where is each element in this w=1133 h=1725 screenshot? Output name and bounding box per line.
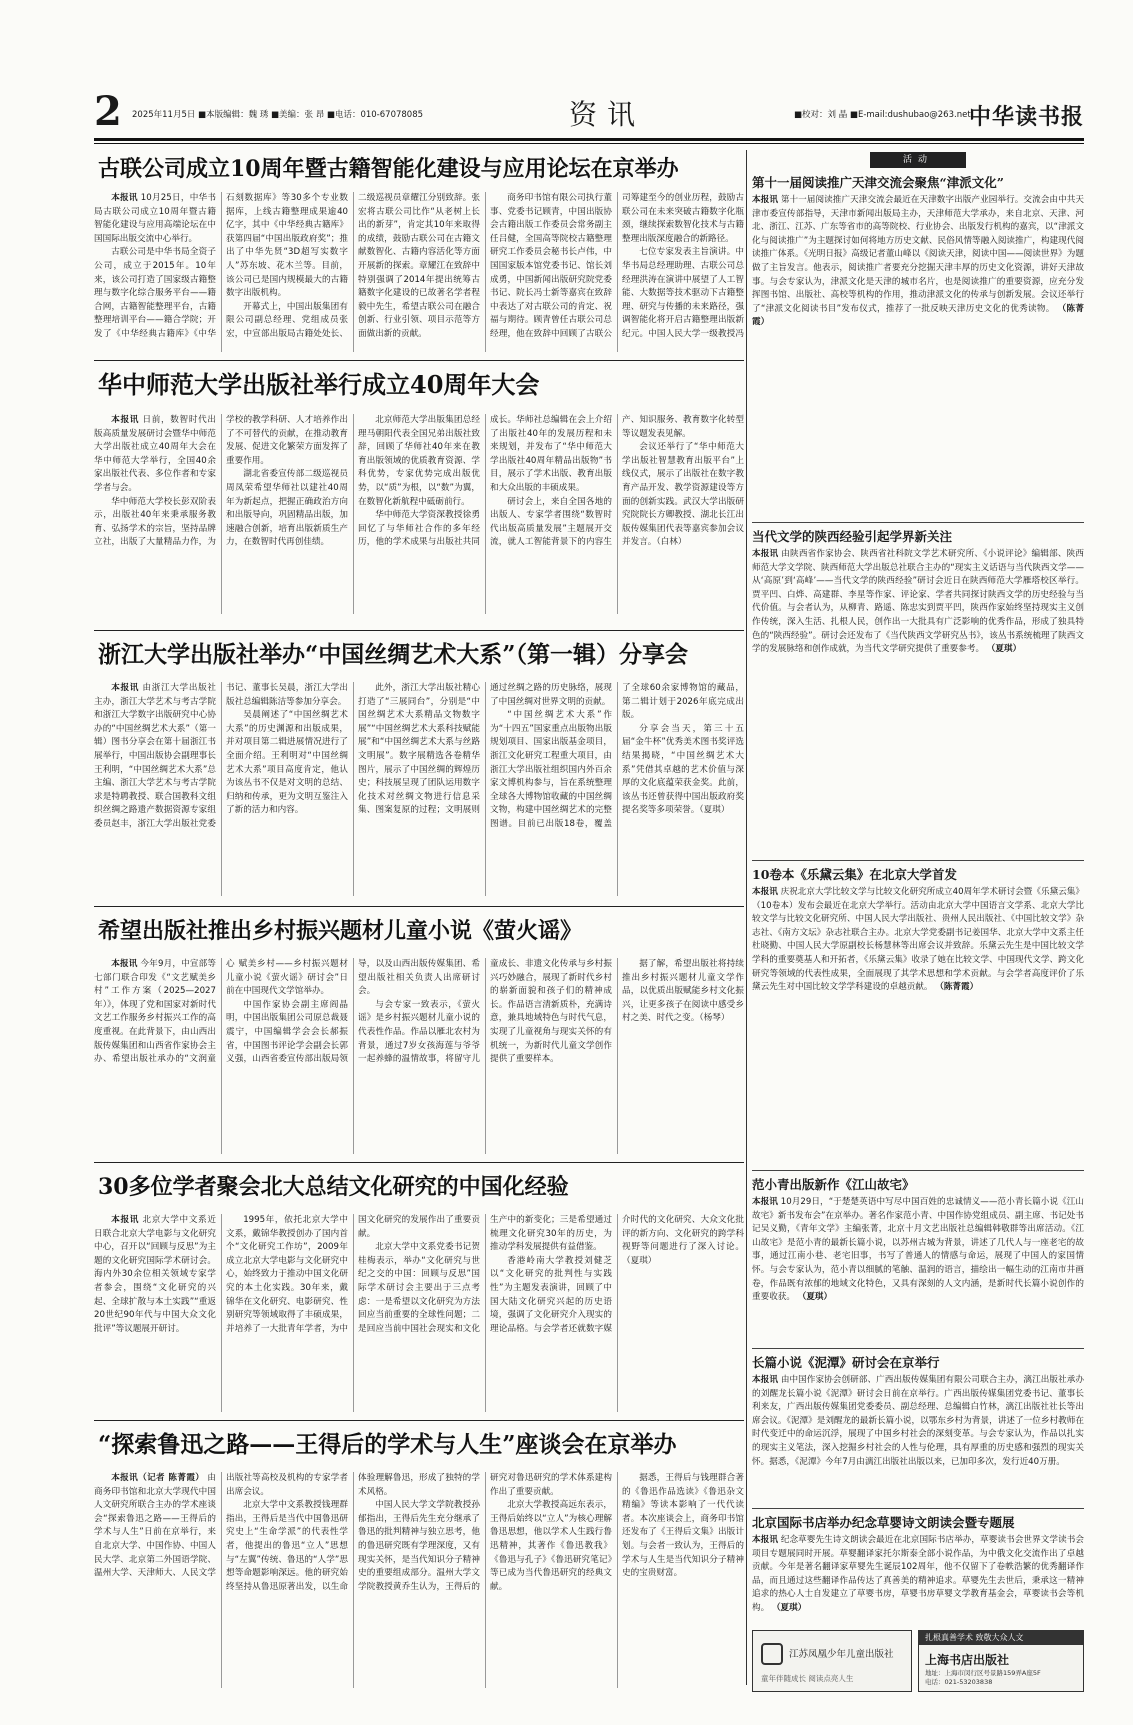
publisher-ad[interactable] — [918, 1630, 1084, 1692]
sidebar-article — [752, 866, 1084, 1166]
sidebar-paragraph: 由中国作家协会创研部、广西出版传媒集团有限公司联合主办，漓江出版社承办的刘醒龙长篇小说《泥潭》研讨会日前在京举行。广西出版传媒集团党委书记、董事长利来友，广西出版传媒集团党委委员、副总经理、总编辑白竹林，漓江出版社社长等出席会议。《泥潭》是刘醒龙的最新长篇小说，以鄂东乡村为背景，讲述了一位乡村教师在时代变迁中的命运沉浮，展现了中国乡村社会的深刻变革。与会专家认为，作品以扎实的现实主义笔法，深入挖掘乡村社会的人性与伦理，具有厚重的历史感和强烈的现实关怀。据悉，《泥潭》今年7月由漓江出版社出版以来，已加印多次，发行近40万册。 — [752, 1375, 1084, 1467]
sidebar-paragraph: 庆祝北京大学比较文学与比较文化研究所成立40周年学术研讨会暨《乐黛云集》（10卷本）发布会最近在北京大学举行。活动由北京大学中国语言文学系、北京大学比较文学与比较文化研究所、中国人民大学出版社、贵州人民出版社、《中国比较文学》杂志社、《南方文坛》杂志社联合主办。北京大学党委副书记姜国华、北京大学中文系主任杜晓勤、中国人民大学原副校长杨慧林等出席会议并致辞。乐黛云先生是中国比较文学学科的重要奠基人和开拓者，《乐黛云集》收录了她在比较文学、中国现代文学、跨文化研究等领域的代表性成果，全面展现了其学术思想和学术贡献。与会学者高度评价了乐黛云先生对中国比较文学学科建设的卓越贡献。 — [752, 887, 1084, 993]
article-silk — [94, 636, 744, 902]
masthead-rule — [94, 138, 1084, 141]
sidebar-lead: 本报讯 — [752, 549, 779, 559]
sidebar-lead: 本报讯 — [752, 887, 778, 897]
newspaper-brand-logo: 中华读书报 — [968, 104, 1084, 130]
publisher-ad[interactable] — [752, 1630, 912, 1692]
main-column — [94, 152, 744, 1692]
article-body — [94, 414, 744, 614]
article-paragraph: 研讨会上，来自全国各地的出版人、专家学者围绕“数智时代出版高质量发展”主题展开交流，就人工智能背景下的内容生产、知识服务、教育数字化转型等议题发表见解。 — [490, 415, 744, 548]
article-paragraph: 10月25日，中华书局古联公司成立10周年暨古籍智能化建设与应用高端论坛在中国国际出版交流中心举行。 — [94, 193, 216, 244]
sidebar-headline: 范小青出版新作《江山故宅》 — [752, 1177, 915, 1192]
masthead — [94, 88, 1084, 140]
article-body — [94, 192, 744, 352]
sidebar-divider — [752, 860, 1084, 861]
ad-slogan: 童年伴随成长 阅读点亮人生 — [761, 1674, 854, 1683]
article-paragraph: 华中师范大学校长彭双阶表示，出版社40年来秉承服务教育、弘扬学术的宗旨，坚持品牌立社，出版了大量精品力作，为学校的教学科研、人才培养作出了不可替代的贡献，在推动教育发展、促进文化繁荣方面发挥了重要作用。 — [94, 415, 348, 548]
article-paragraph: 吴晨阐述了“中国丝绸艺术大系”的历史渊源和出版成果，并对项目第二辑进展情况进行了全面介绍。王利明对“中国丝绸艺术大系”项目高度肯定，他认为该丛书不仅是对文明的总结、归纳和传承，更为文明互鉴注入了新的活力和内容。 — [226, 710, 348, 816]
article-paragraph: 开幕式上，中国出版集团有限公司副总经理、党组成员张宏，中宣部出版局古籍处处长、二级巡视员章耀江分别致辞。张宏将古联公司比作“从老树上长出的新芽”，肯定其10年来取得的成绩，鼓励古联公司在古籍文献数智化、古籍内容活化等方面开展新的探索。章耀江在致辞中特别强调了2014年提出统筹古籍数字化建设的已故著名学者程毅中先生，希望古联公司在融合创新、行业引领、项目示范等方面做出新的贡献。 — [226, 193, 480, 339]
article-paragraph: 中国人民大学文学院教授孙郁指出，王得后先生充分继承了鲁迅的批判精神与独立思考，他的鲁迅研究既有学理深度，又有现实关怀，是当代知识分子精神史的重要组成部分。温州大学文学院教授黄乔生认为，王得后的研究对鲁迅研究的学术体系建构作出了重要贡献。 — [358, 1473, 612, 1592]
article-paragraph: 由商务印书馆和北京大学现代中国人文研究所联合主办的学术座谈会“探索鲁迅之路——王得后的学术与人生”日前在京举行，来自北京大学、中国作协、中国人民大学、北京第二外国语学院、温州大学、天津师大、人民文学出版社等高校及机构的专家学者出席会议。 — [94, 1473, 348, 1579]
sidebar-paragraph: 由陕西省作家协会、陕西省社科院文学艺术研究所、《小说评论》编辑部、陕西师范大学文学院、陕西师范大学出版总社联合主办的“现实主义话语与当代陕西文学——从‘高原’到‘高峰’——当代文学的陕西经验”研讨会近日在陕西师范大学雁塔校区举行。贾平凹、白烨、高建群、李星等作家、评论家、学者共同探讨陕西文学的历史经验与当代价值。与会者认为，从柳青、路遥、陈忠实到贾平凹，陕西作家始终坚持现实主义创作传统，深入生活、扎根人民，创作出一大批具有广泛影响的优秀作品，形成了独具特色的“陕西经验”。研讨会还发布了《当代陕西文学研究丛书》，该丛书系统梳理了陕西文学的发展脉络和创作成就，为当代文学研究提供了重要参考。 — [752, 549, 1084, 655]
ad-slogan-band: 扎根真善学术 致敬大众人文 — [919, 1631, 1083, 1645]
article-paragraph: 古联公司是中华书局全资子公司，成立于2015年。10年来，该公司打造了国家级古籍整理与数字化综合服务平台——籍合网，古籍智能整理平台，古籍整理培训平台——籍合学院；开发了《中华经典古籍库》《中华石刻数据库》等30多个专业数据库，上线古籍整理成果逾40亿字，其中《中华经典古籍库》获第四届“中国出版政府奖”；推出了中华先贤“3D超写实数字人”苏东坡、花木兰等。目前，该公司已是国内规模最大的古籍数字出版机构。 — [94, 193, 348, 339]
article-culture-studies — [94, 1168, 744, 1416]
article-body — [94, 958, 744, 1154]
section-title: 资讯 — [569, 98, 646, 131]
article-lead: 本报讯 — [111, 683, 140, 693]
sidebar-divider — [752, 1508, 1084, 1509]
section-tag: 活动 — [870, 152, 966, 168]
article-firefly — [94, 912, 744, 1158]
article-paragraph: 日前，数智时代出版高质量发展研讨会暨华中师范大学出版社成立40周年大会在华中师范大学举行，全国40余家出版社代表、多位作者和专家学者与会。 — [94, 415, 216, 493]
edition-meta: 2025年11月5日 ■本版编辑：魏 琇 ■美编：张 昂 ■电话：010-67078085 — [132, 110, 424, 120]
article-paragraph: 湖北省委宣传部二级巡视员周凤荣希望华师社以建社40周年为新起点，把握正确政治方向和出版导向，巩固精品出版，加速融合创新，培育出版新质生产力，在数智时代再创佳绩。 — [226, 469, 348, 548]
sidebar-body — [752, 1534, 1084, 1622]
sidebar-lead: 本报讯 — [752, 195, 778, 205]
sidebar-paragraph: 10月29日，“于楚楚英语中写尽中国百姓的忠诚情义——范小青长篇小说《江山故宅》新书发布会”在京举办。著名作家范小青、中国作协党组成员、副主席、书记处书记吴义勤，《青年文学》主编张菁，北京十月文艺出版社总编辑韩敬群等出席活动。《江山故宅》是范小青的最新长篇小说，以苏州古城为背景，讲述了几代人与一座老宅的故事，通过江南小巷、老宅旧事，书写了普通人的情感与命运，展现了中国人的家国情怀。与会专家认为，范小青以细腻的笔触、温润的语言，描绘出一幅生动的江南市井画卷，作品既有浓郁的地域文化特色，又具有深刻的人文内涵，是新时代长篇小说创作的重要收获。 — [752, 1197, 1084, 1303]
publisher-logo-icon — [761, 1643, 783, 1665]
article-headline: 古联公司成立10周年暨古籍智能化建设与应用论坛在京举办 — [98, 156, 679, 182]
article-paragraph: 香港岭南大学教授刘健芝以“文化研究的批判性与实践性”为主题发表演讲，回顾了中国大陆文化研究兴起的历史语境，强调了文化研究介入现实的理论品格。与会学者还就数字媒介时代的文化研究、大众文化批评的新方向、文化研究的跨学科视野等问题进行了深入讨论。（夏琪） — [490, 1215, 744, 1334]
sidebar-divider — [752, 522, 1084, 523]
sidebar-headline: 当代文学的陕西经验引起学界新关注 — [752, 529, 953, 544]
sidebar-credit: （夏琪） — [797, 1292, 833, 1303]
masthead-rule-thin — [94, 143, 1084, 144]
ad-publisher-name: 上海书店出版社 — [925, 1653, 1010, 1667]
sidebar-headline: 第十一届阅读推广天津交流会聚焦“津派文化” — [752, 175, 1004, 190]
article-paragraph: 北京师范大学出版集团总经理马朝阳代表全国兄弟出版社致辞，回顾了华师社40年来在教育出版领域的优质教育资源、学科优势，专家优势完成出版优势，以“质”为根，以“数”为翼，在数智化新航程中砥砺前行。 — [358, 415, 480, 507]
ad-address — [925, 1669, 1041, 1687]
sidebar-divider — [752, 1170, 1084, 1171]
article-lead: 本报讯 — [111, 959, 138, 969]
article-paragraph: 七位专家发表主旨演讲。中华书局总经理助理、古联公司总经理洪涛在演讲中展望了人工智能、大数据等技术驱动下古籍整理、研究与传播的未来路径，强调智能化将开启古籍整理出版新纪元。中国人民大学一级教授冯 — [622, 247, 744, 339]
sidebar-article — [752, 1176, 1084, 1344]
sidebar-paragraph: 纪念草婴先生诗文朗读会最近在北京国际书店举办，草婴读书会世界文学读书会项目专题展同时开展。草婴翻译家托尔斯泰全部小说作品，为中俄文化交流作出了卓越贡献。今年是著名翻译家草婴先生诞辰102周年，他不仅留下了卷帙浩繁的优秀翻译作品，而且通过这些翻译作品传达了真善美的精神追求。草婴先生去世后，秉承这一精神追求的热心人士自发建立了草婴书房，草婴书房草婴文学教育基金会，草婴读书会等机构。 — [752, 1535, 1084, 1613]
sidebar-body — [752, 1374, 1084, 1502]
contact-meta: ■校对：刘 晶 ■E-mail:dushubao@263.net — [794, 110, 971, 120]
article-headline: 浙江大学出版社举办“中国丝绸艺术大系”（第一辑）分享会 — [98, 641, 688, 668]
article-lead: 本报讯（记者 陈菁霞） — [111, 1473, 205, 1483]
article-paragraph: 据悉，王得后与钱理群合著的《鲁迅作品选读》《鲁迅杂文精编》等读本影响了一代代读者。本次座谈会上，商务印书馆还发布了《王得后文集》出版计划。与会者一致认为，王得后的学术与人生是当代知识分子精神史的宝贵财富。 — [622, 1473, 744, 1579]
sidebar-article — [752, 1514, 1084, 1624]
sidebar-headline: 10卷本《乐黛云集》在北京大学首发 — [752, 867, 957, 882]
article-paragraph: 会议还举行了“华中师范大学出版社智慧教育出版平台”上线仪式，展示了出版社在数字教育产品开发、教学资源建设等方面的创新实践。武汉大学出版研究院院长方卿教授、湖北长江出版传媒集团代表等嘉宾参加会议并发言。（白林） — [622, 442, 744, 548]
article-paragraph: 由浙江大学出版社主办，浙江大学艺术与考古学院和浙江大学数字出版研究中心协办的“中国丝绸艺术大系”（第一辑）图书分享会在第十届浙江书展举行，中国出版协会副理事长王利明，“中国丝绸艺术大系”总主编、浙江大学艺术与考古学院求是特聘教授、联合国教科文组织丝绸之路遗产数据资源专家组委员赵丰，浙江大学出版社党委书记、董事长吴晨，浙江大学出版社总编辑陈洁等参加分享会。 — [94, 683, 348, 829]
article-lead: 本报讯 — [111, 1215, 140, 1225]
article-paragraph: 分享会当天，第三十五届“金牛杯”优秀美术图书奖评选结果揭晓，“中国丝绸艺术大系”凭借其卓越的艺术价值与深厚的文化底蕴荣获金奖。此前，该丛书还曾获得中国出版政府奖提名奖等多项荣誉。（夏琪） — [622, 723, 744, 816]
article-divider — [94, 360, 744, 361]
article-paragraph: 北京大学中文系教授钱理群指出，王得后是当代中国鲁迅研究史上“生命学派”的代表性学者，他提出的鲁迅“立人”思想与“左翼”传统、鲁迅的“人学”思想等命题影响深远。他的研究始终坚持从鲁迅原著出发，以生命体验理解鲁迅，形成了独特的学术风格。 — [226, 1473, 480, 1592]
article-paragraph: 此外，浙江大学出版社精心打造了“三展同台”，分别是“中国丝绸艺术大系精品文物数字展”“中国丝绸艺术大系科技赋能展”和“中国丝绸艺术大系与丝路文明展”。数字展精选各卷精华图片，展示了中国丝绸的辉煌历史；科技展呈现了团队运用数字化技术对丝绸文物进行信息采集、图案复原的过程；文明展则通过丝绸之路的历史脉络，展现了中国丝绸对世界文明的贡献。 — [358, 683, 612, 816]
sidebar-article — [752, 174, 1084, 518]
article-body — [94, 1472, 744, 1688]
sidebar-headline: 长篇小说《泥潭》研讨会在京举行 — [752, 1355, 940, 1370]
column-divider — [746, 150, 747, 1685]
article-guji — [94, 152, 744, 352]
article-paragraph: 据了解，希望出版社将持续推出乡村振兴题材儿童文学作品，以优质出版赋能乡村文化振兴，让更多孩子在阅读中感受乡村之美、时代之变。（杨琴） — [622, 959, 744, 1024]
sidebar-body — [752, 1196, 1084, 1342]
sidebar-paragraph: 第十一届阅读推广天津交流会最近在天津数字出版产业园举行。交流会由中共天津市委宣传部指导，天津市新闻出版局主办，天津师范大学承办，来自北京、天津、河北、浙江、江苏、广东等省市的高等院校、行业协会、出版发行机构的嘉宾，以“津派文化与阅读推广”为主题探讨如何将地方历史文献、民俗风情等融入阅读推广，构建现代阅读推广体系。《光明日报》高级记者董山峰以《阅读天津，阅读中国——阅读世界》为题做了主旨发言。他表示，阅读推广者要充分挖掘天津丰厚的历史文化资源，讲好天津故事。与会专家认为，津派文化是天津的城市名片，也是阅读推广的重要资源，应充分发挥图书馆、出版社、高校等机构的作用，推动津派文化的传承与创新发展。会议还举行了“津派文化阅读书目”发布仪式，推荐了一批反映天津历史文化的优秀读物。 — [752, 195, 1084, 314]
article-paragraph: 北京大学教授高远东表示，王得后始终以“立人”为核心理解鲁迅思想，他以学术人生践行鲁迅精神，其著作《鲁迅教我》《鲁迅与孔子》《鲁迅研究笔记》等已成为当代鲁迅研究的经典文献。 — [490, 1500, 612, 1592]
article-headline: 30多位学者聚会北大总结文化研究的中国化经验 — [98, 1174, 569, 1200]
article-divider — [94, 1420, 744, 1421]
sidebar-divider — [752, 1348, 1084, 1349]
article-divider — [94, 906, 744, 907]
article-paragraph: 1995年，依托北京大学中文系，戴锦华教授创办了国内首个“文化研究工作坊”，2009年成立北京大学电影与文化研究中心，始终致力于推动中国文化研究的本土化实践。30年来，戴锦华在文化研究、电影研究、性别研究等领域取得了丰硕成果，并培养了一大批青年学者，为中国文化研究的发展作出了重要贡献。 — [226, 1215, 480, 1334]
article-headline: “探索鲁迅之路——王得后的学术与人生”座谈会在京举办 — [98, 1431, 677, 1458]
page-number: 2 — [94, 88, 122, 135]
article-paragraph: 商务印书馆有限公司执行董事、党委书记顾青，中国出版协会古籍出版工作委员会常务副主任吕健，全国高等院校古籍整理研究工作委员会秘书长卢伟，中国国家版本馆党委书记、馆长刘成勇，中国新闻出版研究院党委书记、院长冯士新等嘉宾在致辞中表达了对古联公司的肯定、祝福与期待。顾青曾任古联公司总经理，他在致辞中回顾了古联公司筹建至今的创业历程，鼓励古联公司在未来突破古籍数字化瓶颈，继续探索数智化技术与古籍整理出版深度融合的新路径。 — [490, 193, 744, 339]
sidebar-lead: 本报讯 — [752, 1375, 778, 1385]
ad-phone-line: 电话：021-53203838 — [925, 1678, 993, 1686]
ad-publisher-name: 江苏凤凰少年儿童出版社 — [789, 1649, 894, 1660]
article-paragraph: 北京大学中文系党委书记贺桂梅表示，举办“文化研究与世纪之交的中国：回顾与反思”国际学术研讨会主要出于三点考虑：一是希望以文化研究为方法回应当前重要的全球性问题；二是回应当前中国社会现实和文化生产中的新变化；三是希望通过梳理文化研究30年的历史，为推动学科发展提供有益借鉴。 — [358, 1215, 612, 1334]
article-headline: 华中师范大学出版社举行成立40周年大会 — [98, 370, 540, 399]
sidebar-headline: 北京国际书店举办纪念草婴诗文朗读会暨专题展 — [752, 1515, 1015, 1530]
article-body — [94, 682, 744, 896]
sidebar-lead: 本报讯 — [752, 1197, 778, 1207]
sidebar-body — [752, 194, 1084, 516]
sidebar-credit: （夏琪） — [771, 1602, 807, 1613]
article-divider — [94, 1162, 744, 1163]
sidebar — [752, 152, 1084, 1692]
article-paragraph: 北京大学中文系近日联合北京大学电影与文化研究中心，召开以“回顾与反思”为主题的文化研究国际学术研讨会。海内外30余位相关领域专家学者参会，围绕“文化研究的兴起、全球扩散与本土实践”“重返20世纪90年代与中国大众文化批评”等议题展开研讨。 — [94, 1215, 216, 1334]
article-headline: 希望出版社推出乡村振兴题材儿童小说《萤火谣》 — [98, 918, 583, 944]
sidebar-article — [752, 1354, 1084, 1504]
sidebar-body — [752, 886, 1084, 1164]
article-body — [94, 1214, 744, 1412]
sidebar-lead: 本报讯 — [752, 1535, 778, 1545]
sidebar-credit: （夏琪） — [986, 644, 1022, 655]
sidebar-credit: （陈菁霞） — [752, 303, 1084, 328]
article-divider — [94, 630, 744, 631]
ad-address-line: 地址：上海市闵行区号景路159弄A座5F — [925, 1669, 1041, 1677]
article-lead: 本报讯 — [111, 193, 138, 203]
sidebar-article — [752, 528, 1084, 856]
article-lead: 本报讯 — [111, 415, 140, 425]
article-paragraph: 今年9月，中宣部等七部门联合印发《“文艺赋美乡村”工作方案（2025—2027年）》，体现了党和国家对新时代文艺工作服务乡村振兴工作的高度重视。在此背景下，由山西出版传媒集团和山西省作家协会主办、希望出版社承办的“文润童心 赋美乡村——乡村振兴题材儿童小说《萤火谣》研讨会”日前在中国现代文学馆举办。 — [94, 959, 348, 1065]
sidebar-body — [752, 548, 1084, 854]
sidebar-credit: （陈菁霞） — [935, 982, 979, 993]
article-paragraph: 华中师范大学资深教授徐勇回忆了与华师社合作的多年经历，他的学术成果与出版社共同成长。华师社总编辑在会上介绍了出版社40年的发展历程和未来规划，并发布了“华中师范大学出版社40周年精品出版物”书目，展示了学术出版、教育出版和大众出版的丰硕成果。 — [358, 415, 612, 548]
article-luxun — [94, 1426, 744, 1692]
article-paragraph: 与会专家一致表示，《萤火谣》是乡村振兴题材儿童小说的代表性作品。作品以雁北农村为背景，通过7岁女孩海莲与爷爷一起养蜂的温情故事，将留守儿童成长、非遗文化传承与乡村振兴巧妙融合，展现了新时代乡村的崭新面貌和孩子们的精神成长。作品语言清新质朴，充满诗意，兼具地域特色与时代气息，实现了儿童视角与现实关怀的有机统一，为新时代儿童文学创作提供了重要样本。 — [358, 959, 612, 1065]
article-paragraph: 中国作家协会副主席阎晶明，中国出版集团公司原总裁聂震宁，中国编辑学会会长郝振省，中国图书评论学会副会长郭义强，山西省委宣传部出版局领导，以及山西出版传媒集团、希望出版社相关负责人出席研讨会。 — [226, 959, 480, 1065]
article-huashi — [94, 366, 744, 626]
article-paragraph: “中国丝绸艺术大系”作为“十四五”国家重点出版物出版规划项目、国家出版基金项目，浙江文化研究工程重大项目，由浙江大学出版社组织国内外百余家文博机构参与，旨在系统整理全球各大博物馆收藏的中国丝绸文物，构建中国丝绸艺术的完整图谱。目前已出版18卷，覆盖了全球60余家博物馆的藏品，第二辑计划于2026年底完成出版。 — [490, 683, 744, 829]
